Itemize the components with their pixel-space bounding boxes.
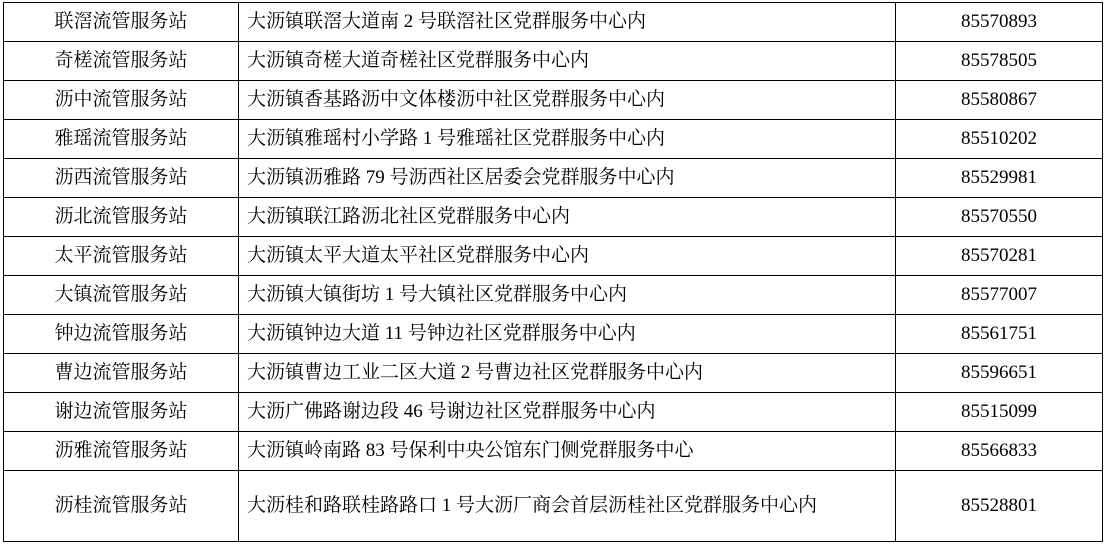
cell-station-name: 钟边流管服务站 bbox=[4, 315, 239, 354]
cell-phone: 85580867 bbox=[896, 81, 1103, 120]
cell-address: 大沥镇曹边工业二区大道 2 号曹边社区党群服务中心内 bbox=[239, 354, 896, 393]
cell-station-name: 沥中流管服务站 bbox=[4, 81, 239, 120]
cell-phone: 85570893 bbox=[896, 3, 1103, 42]
cell-phone: 85566833 bbox=[896, 432, 1103, 471]
document-page bbox=[0, 2, 1106, 554]
cell-station-name: 奇槎流管服务站 bbox=[4, 42, 239, 81]
cell-phone: 85570281 bbox=[896, 237, 1103, 276]
table-row bbox=[4, 159, 1103, 198]
table-row bbox=[4, 354, 1103, 393]
table-row bbox=[4, 276, 1103, 315]
cell-phone: 85577007 bbox=[896, 276, 1103, 315]
cell-station-name: 大镇流管服务站 bbox=[4, 276, 239, 315]
cell-phone: 85529981 bbox=[896, 159, 1103, 198]
cell-station-name: 太平流管服务站 bbox=[4, 237, 239, 276]
cell-address: 大沥镇钟边大道 11 号钟边社区党群服务中心内 bbox=[239, 315, 896, 354]
service-station-table bbox=[3, 2, 1103, 542]
cell-address: 大沥镇联滘大道南 2 号联滘社区党群服务中心内 bbox=[239, 3, 896, 42]
cell-phone: 85570550 bbox=[896, 198, 1103, 237]
cell-address: 大沥镇岭南路 83 号保利中央公馆东门侧党群服务中心 bbox=[239, 432, 896, 471]
cell-address: 大沥镇香基路沥中文体楼沥中社区党群服务中心内 bbox=[239, 81, 896, 120]
table-row bbox=[4, 42, 1103, 81]
table-row bbox=[4, 432, 1103, 471]
table-row bbox=[4, 237, 1103, 276]
cell-phone: 85528801 bbox=[896, 471, 1103, 542]
cell-address: 大沥镇沥雅路 79 号沥西社区居委会党群服务中心内 bbox=[239, 159, 896, 198]
cell-address: 大沥镇联江路沥北社区党群服务中心内 bbox=[239, 198, 896, 237]
cell-address: 大沥镇太平大道太平社区党群服务中心内 bbox=[239, 237, 896, 276]
table-row bbox=[4, 3, 1103, 42]
cell-station-name: 曹边流管服务站 bbox=[4, 354, 239, 393]
table-body bbox=[4, 3, 1103, 542]
cell-address: 大沥桂和路联桂路路口 1 号大沥厂商会首层沥桂社区党群服务中心内 bbox=[239, 471, 896, 542]
cell-phone: 85510202 bbox=[896, 120, 1103, 159]
cell-station-name: 沥西流管服务站 bbox=[4, 159, 239, 198]
cell-station-name: 谢边流管服务站 bbox=[4, 393, 239, 432]
table-row bbox=[4, 120, 1103, 159]
cell-station-name: 联滘流管服务站 bbox=[4, 3, 239, 42]
table-row bbox=[4, 315, 1103, 354]
cell-address: 大沥镇大镇街坊 1 号大镇社区党群服务中心内 bbox=[239, 276, 896, 315]
cell-phone: 85561751 bbox=[896, 315, 1103, 354]
cell-station-name: 沥桂流管服务站 bbox=[4, 471, 239, 542]
cell-phone: 85515099 bbox=[896, 393, 1103, 432]
table-row bbox=[4, 393, 1103, 432]
cell-address: 大沥广佛路谢边段 46 号谢边社区党群服务中心内 bbox=[239, 393, 896, 432]
cell-station-name: 沥雅流管服务站 bbox=[4, 432, 239, 471]
cell-station-name: 沥北流管服务站 bbox=[4, 198, 239, 237]
cell-phone: 85596651 bbox=[896, 354, 1103, 393]
cell-address: 大沥镇雅瑶村小学路 1 号雅瑶社区党群服务中心内 bbox=[239, 120, 896, 159]
table-row bbox=[4, 471, 1103, 542]
table-row bbox=[4, 198, 1103, 237]
table-row bbox=[4, 81, 1103, 120]
cell-station-name: 雅瑶流管服务站 bbox=[4, 120, 239, 159]
cell-phone: 85578505 bbox=[896, 42, 1103, 81]
cell-address: 大沥镇奇槎大道奇槎社区党群服务中心内 bbox=[239, 42, 896, 81]
